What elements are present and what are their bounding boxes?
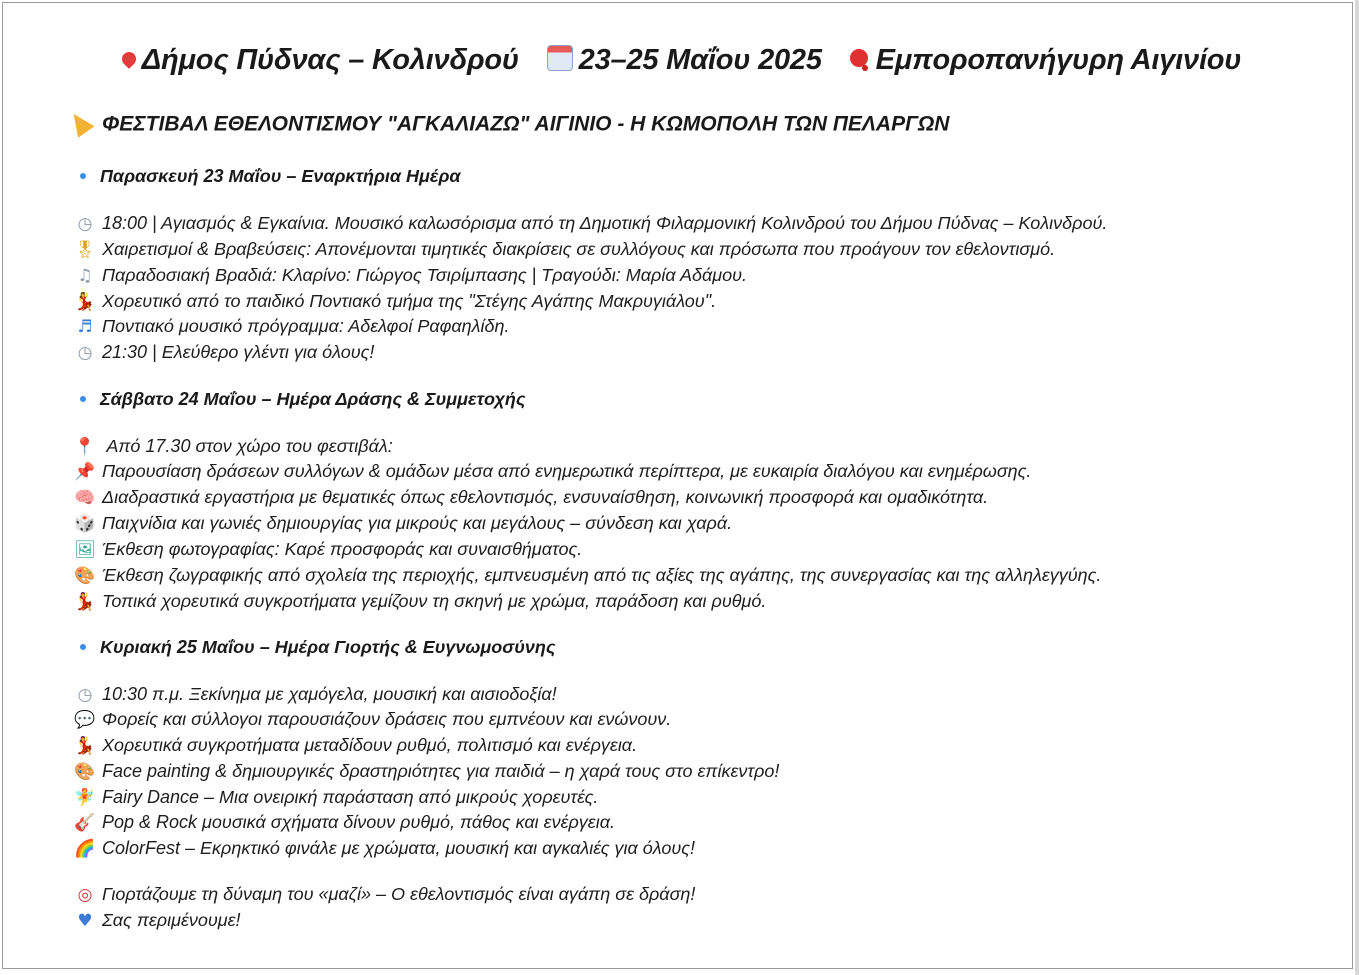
clock-icon: ◷ — [77, 214, 93, 234]
target-icon: ◎ — [77, 885, 93, 905]
closing-line — [74, 910, 241, 931]
palette-icon: 🎨 — [74, 566, 96, 586]
header-dates-text: 23–25 Μαΐου 2025 — [578, 44, 822, 76]
list-item-text: Από 17.30 στον χώρο του φεστιβάλ: — [102, 436, 393, 456]
list-item — [74, 539, 582, 560]
brain-icon: 🧠 — [74, 488, 96, 508]
header-venue — [850, 44, 1242, 76]
list-item-text: Τοπικά χορευτικά συγκροτήματα γεμίζουν τη σκηνή με χρώμα, παράδοση και ρυθμό. — [102, 591, 767, 611]
dancer-icon: 💃 — [74, 292, 96, 312]
list-item — [74, 487, 988, 508]
list-item-text: Χορευτικά συγκροτήματα μεταδίδουν ρυθμό, πολιτισμό και ενέργεια. — [102, 735, 638, 755]
list-item — [74, 812, 615, 833]
list-item — [74, 239, 1055, 260]
header-location-text: Δήμος Πύδνας – Κολινδρού — [141, 44, 519, 76]
rainbow-icon: 🌈 — [74, 839, 96, 859]
list-item-text: Face painting & δημιουργικές δραστηριότητες για παιδιά – η χαρά τους στο επίκεντρο! — [102, 761, 780, 781]
list-item — [74, 684, 557, 705]
list-item — [74, 565, 1101, 586]
framed-picture-icon: 🖼 — [74, 540, 96, 560]
list-item-text: Έκθεση ζωγραφικής από σχολεία της περιοχής, εμπνευσμένη από τις αξίες της αγάπης, της συνεργασίας και της αλληλεγγύης. — [102, 565, 1102, 585]
medal-icon: 🎖 — [74, 240, 96, 260]
list-item — [74, 265, 747, 286]
pushpin-icon: 📌 — [74, 462, 96, 482]
day-heading-saturday — [78, 389, 525, 410]
closing-line-text: Γιορτάζουμε τη δύναμη του «μαζί» – Ο εθελοντισμός είναι αγάπη σε δράση! — [102, 884, 696, 904]
list-item — [74, 787, 598, 808]
pushpin-icon — [850, 49, 868, 67]
list-item-text: Χαιρετισμοί & Βραβεύσεις: Απονέμονται τιμητικές διακρίσεις σε συλλόγους και πρόσωπα που προάγουν τον εθελοντισμό. — [102, 239, 1056, 259]
list-item — [74, 461, 1031, 482]
page-title — [0, 44, 1359, 77]
closing-line — [74, 884, 695, 905]
list-item — [74, 436, 393, 457]
blue-heart-icon: ♥ — [77, 911, 93, 931]
list-item-text: Φορείς και σύλλογοι παρουσιάζουν δράσεις που εμπνέουν και ενώνουν. — [102, 709, 672, 729]
list-item-text: 21:30 | Ελεύθερο γλέντι για όλους! — [102, 342, 375, 362]
fairy-icon: 🧚 — [74, 788, 96, 808]
festival-subtitle — [68, 112, 949, 138]
closing-line-text: Σας περιμένουμε! — [102, 910, 241, 930]
bullet-icon — [80, 173, 86, 179]
list-item — [74, 342, 374, 363]
list-item — [74, 513, 732, 534]
dancer-icon: 💃 — [74, 736, 96, 756]
festival-subtitle-text: ΦΕΣΤΙΒΑΛ ΕΘΕΛΟΝΤΙΣΜΟΥ "ΑΓΚΑΛΙΑΖΩ" ΑΙΓΙΝΙΟ - Η ΚΩΜΟΠΟΛΗ ΤΩΝ ΠΕΛΑΡΓΩΝ — [102, 112, 950, 136]
day-heading-friday — [78, 166, 461, 187]
list-item — [74, 316, 510, 337]
page-edge — [1355, 0, 1359, 975]
list-item-text: ColorFest – Εκρηκτικό φινάλε με χρώματα, μουσική και αγκαλιές για όλους! — [102, 838, 695, 858]
party-popper-icon — [65, 108, 94, 137]
clock-icon: ◷ — [77, 685, 93, 705]
list-item-text: Έκθεση φωτογραφίας: Καρέ προσφοράς και συναισθήματος. — [102, 539, 583, 559]
list-item — [74, 761, 779, 782]
list-item-text: 18:00 | Αγιασμός & Εγκαίνια. Μουσικό καλωσόρισμα από τη Δημοτική Φιλαρμονική Κολινδρού του Δήμου Πύδνας – Κολινδρού. — [102, 213, 1108, 233]
dice-icon: 🎲 — [74, 514, 96, 534]
list-item-text: Ποντιακό μουσικό πρόγραμμα: Αδελφοί Ραφαηλίδη. — [102, 316, 510, 336]
day-heading-text: Σάββατο 24 Μαΐου – Ημέρα Δράσης & Συμμετοχής — [100, 389, 526, 409]
day-heading-sunday — [78, 637, 555, 658]
day-heading-text: Παρασκευή 23 Μαΐου – Εναρκτήρια Ημέρα — [100, 166, 461, 186]
guitar-icon: 🎸 — [74, 813, 96, 833]
day-heading-text: Κυριακή 25 Μαΐου – Ημέρα Γιορτής & Ευγνωμοσύνης — [100, 637, 556, 657]
list-item-text: Pop & Rock μουσικά σχήματα δίνουν ρυθμό, πάθος και ενέργεια. — [102, 812, 615, 832]
header-venue-text: Εμποροπανήγυρη Αιγινίου — [875, 44, 1242, 76]
list-item — [74, 709, 671, 730]
dancer-icon: 💃 — [74, 592, 96, 612]
list-item-text: Παραδοσιακή Βραδιά: Κλαρίνο: Γιώργος Τσιρίμπασης | Τραγούδι: Μαρία Αδάμου. — [102, 265, 747, 285]
list-item-text: Παρουσίαση δράσεων συλλόγων & ομάδων μέσα από ενημερωτικά περίπτερα, με ευκαιρία διαλόγου και ενημέρωσης. — [102, 461, 1032, 481]
list-item — [74, 591, 766, 612]
list-item — [74, 838, 695, 859]
list-item-text: 10:30 π.μ. Ξεκίνημα με χαμόγελα, μουσική και αισιοδοξία! — [102, 684, 557, 704]
music-notes-icon: ♫ — [77, 266, 93, 286]
header-dates — [547, 44, 830, 76]
header-location — [118, 44, 527, 76]
music-note-icon: ♬ — [77, 317, 93, 337]
clock-icon: ◷ — [77, 343, 93, 363]
palette-icon: 🎨 — [74, 762, 96, 782]
list-item — [74, 291, 716, 312]
list-item — [74, 735, 637, 756]
round-pushpin-icon: 📍 — [74, 437, 96, 457]
bullet-icon — [80, 644, 86, 650]
bullet-icon — [80, 396, 86, 402]
calendar-icon — [547, 45, 573, 71]
list-item-text: Παιχνίδια και γωνιές δημιουργίας για μικρούς και μεγάλους – σύνδεση και χαρά. — [102, 513, 733, 533]
list-item-text: Χορευτικό από το παιδικό Ποντιακό τμήμα της "Στέγης Αγάπης Μακρυγιάλου". — [102, 291, 717, 311]
list-item — [74, 213, 1107, 234]
speech-bubble-icon: 💬 — [74, 710, 96, 730]
list-item-text: Διαδραστικά εργαστήρια με θεματικές όπως εθελοντισμός, ενσυναίσθηση, κοινωνική προσφορά και ομαδικότητα. — [102, 487, 989, 507]
list-item-text: Fairy Dance – Μια ονειρική παράσταση από μικρούς χορευτές. — [102, 787, 599, 807]
round-pushpin-icon — [119, 49, 139, 69]
